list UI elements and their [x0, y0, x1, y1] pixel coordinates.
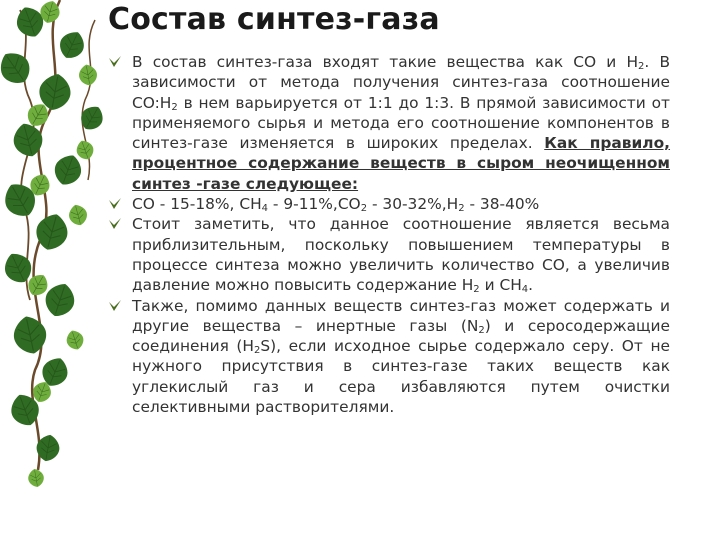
- checkmark-bullet-icon: [108, 298, 122, 314]
- subscript: 2: [360, 203, 368, 215]
- bullet-text: В состав синтез-газа входят такие вещества как CO и H: [132, 53, 639, 71]
- subscript: 2: [478, 324, 485, 336]
- list-item: [108, 296, 670, 418]
- checkmark-bullet-icon: [108, 216, 122, 232]
- bullet-text: CO - 15-18%, CH: [132, 195, 262, 214]
- subscript: 2: [473, 284, 480, 296]
- subscript: 2: [458, 203, 465, 215]
- bullet-text: ) и серосодержащие соединения (H: [132, 316, 670, 356]
- subscript: 4: [261, 203, 269, 215]
- checkmark-bullet-icon: [108, 196, 122, 212]
- subscript: 2: [171, 101, 178, 113]
- list-item: [108, 194, 670, 214]
- bullet-text: . В зависимости от метода получения синтез-газа соотношение CO:H: [132, 53, 671, 112]
- bullet-text: S), если исходное сырье содержало серу. От не нужного присутствия в синтез-газе таких веществ как углекислый газ и сера избавляются путем очистки селективными растворителями.: [132, 337, 670, 417]
- bullet-text: Также, помимо данных веществ синтез-газ может содержать и другие вещества – инертные газы (N: [132, 296, 670, 335]
- bullet-list: [108, 52, 670, 417]
- page-title: Состав синтез-газа: [108, 2, 440, 37]
- bullet-text: .: [528, 276, 534, 295]
- highlighted-text: Как правило, процентное содержание веществ в сыром неочищенном синтез -газе следующее:: [132, 134, 671, 193]
- bullet-text: и CH: [479, 276, 522, 295]
- ivy-vine-icon: [0, 0, 120, 540]
- bullet-text: - 9-11%,CO: [268, 195, 361, 214]
- list-item: [108, 52, 670, 194]
- subscript: 4: [521, 284, 529, 296]
- bullet-text: Стоит заметить, что данное соотношение является весьма приблизительным, поскольку повышением температуры в процессе синтеза можно увеличить количество CO, а увеличив давление можно повысить содержание H: [132, 215, 670, 295]
- checkmark-bullet-icon: [108, 54, 122, 70]
- subscript: 2: [254, 345, 261, 357]
- bullet-text: - 30-32%,H: [367, 195, 459, 214]
- bullet-text: - 38-40%: [464, 195, 540, 214]
- list-item: [108, 214, 670, 295]
- subscript: 2: [638, 61, 645, 72]
- bullet-text: в нем варьируется от 1:1 до 1:3. В прямой зависимости от применяемого сырья и метода его соотношение компонентов в синтез-газе изменяется в широких пределах.: [132, 93, 670, 153]
